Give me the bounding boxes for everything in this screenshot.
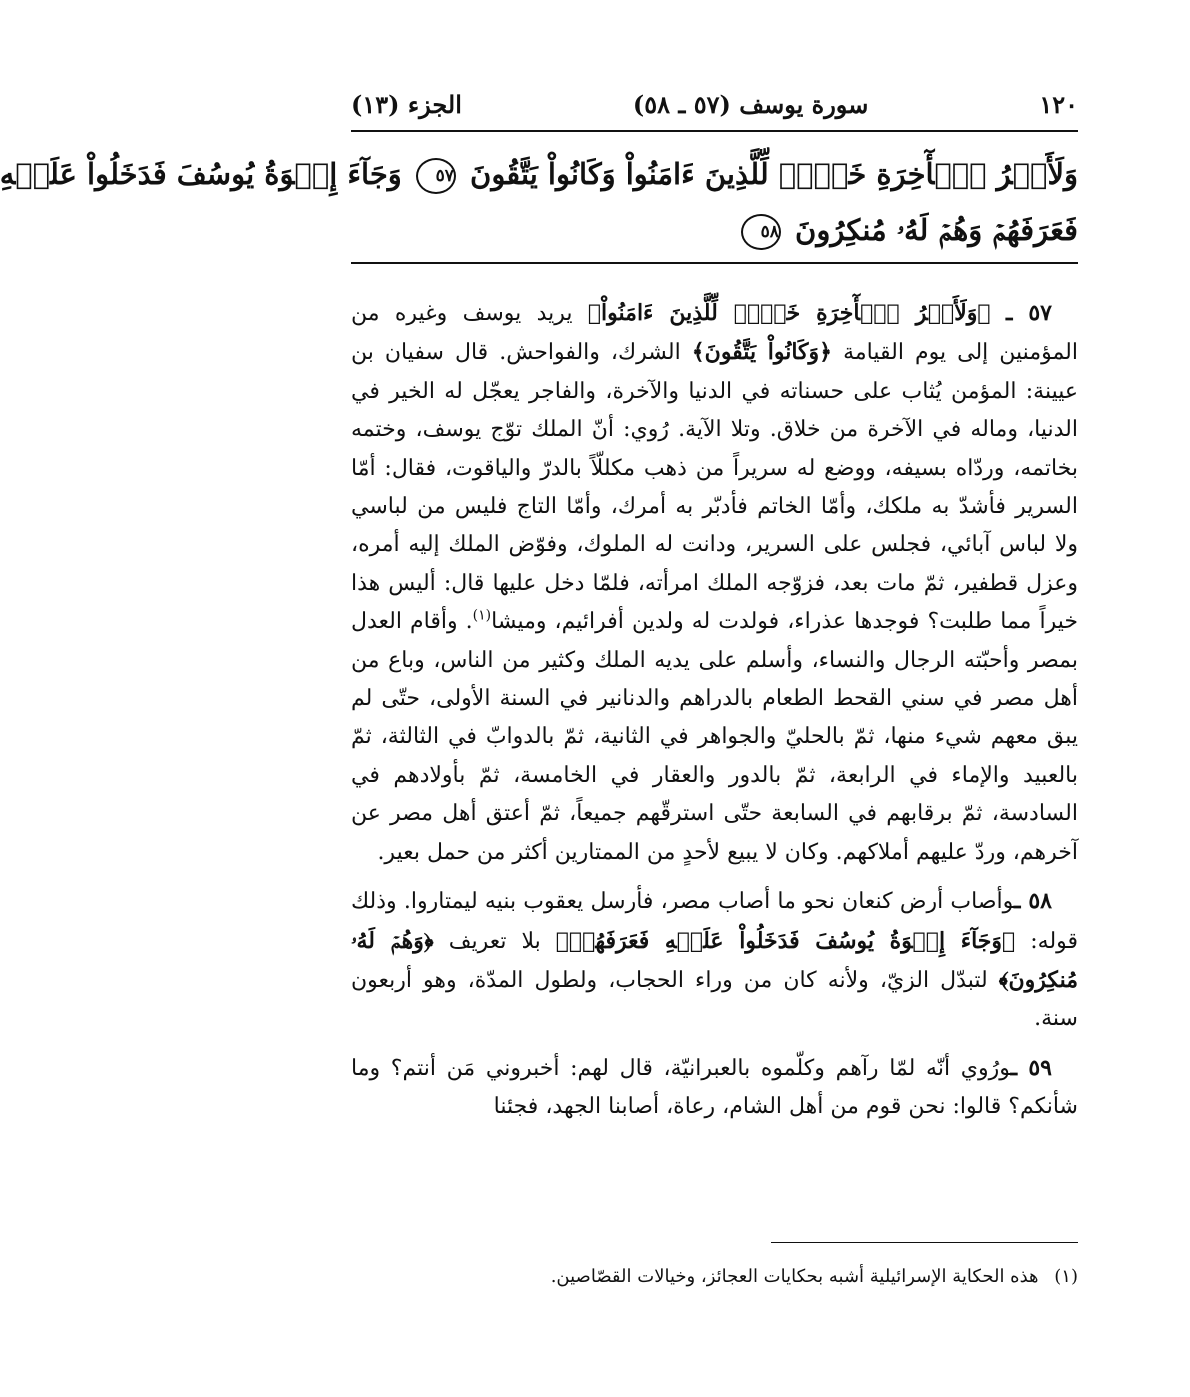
commentary-paragraph-57 — [351, 294, 1078, 872]
ayah-58-text-end: فَعَرَفَهُمۡ وَهُمۡ لَهُۥ مُنكِرُونَ — [795, 213, 1078, 247]
verse-number-57: ٥٧ ـ — [1005, 300, 1052, 326]
footnote — [351, 1260, 1078, 1294]
quoted-ayah: ﴿وَلَأَجۡرُ ٱلۡأٓخِرَةِ خَيۡرٞ لِّلَّذِينَ ءَامَنُواْ﴾ — [587, 300, 991, 326]
footnote-reference: (١) — [472, 607, 492, 624]
quran-text — [0, 146, 1078, 258]
header-divider — [351, 130, 1078, 132]
quran-line-1 — [0, 146, 1078, 202]
quoted-ayah: ﴿وَكَانُواْ يَتَّقُونَ﴾ — [691, 339, 833, 366]
quran-divider — [351, 262, 1078, 264]
paragraph-text: ورُوي أنّه لمّا رآهم وكلّموه بالعبرانيّة، قال لهم: أخبروني مَن أنتم؟ وما شأنكم؟ قالوا: نحن قوم من أهل الشام، رعاة، أصابنا الجهد، فجئنا — [351, 1055, 1078, 1120]
page-number: ١٢٠ — [1039, 89, 1078, 119]
verse-number-58: ٥٨ ـ — [1014, 888, 1052, 915]
paragraph-text: لتبدّل الزيّ، ولأنه كان من وراء الحجاب، ولطول المدّة، وهو أربعون سنة. — [351, 967, 1078, 1032]
paragraph-text: بلا تعريف — [448, 928, 541, 954]
footnote-divider — [771, 1242, 1078, 1243]
quoted-ayah: ﴿وَهُمۡ لَهُۥ مُنكِرُونَ﴾ — [351, 927, 1078, 993]
quran-line-2 — [351, 202, 1078, 258]
ayah-57-text: وَلَأَجۡرُ ٱلۡأٓخِرَةِ خَيۡرٞ لِّلَّذِينَ ءَامَنُواْ وَكَانُواْ يَتَّقُونَ — [470, 157, 1078, 191]
juz-label: الجزء (١٣) — [351, 89, 462, 119]
commentary-body — [351, 294, 1078, 1137]
paragraph-text: يريد يوسف وغيره من المؤمنين إلى يوم القيامة — [351, 301, 1078, 366]
commentary-paragraph-59 — [351, 1049, 1078, 1127]
surah-title: سورة يوسف (٥٧ ـ ٥٨) — [632, 89, 869, 119]
commentary-paragraph-58 — [351, 882, 1078, 1039]
paragraph-text: الشرك، والفواحش. قال سفيان بن عيينة: المؤمن يُثاب على حسناته في الدنيا والآخرة، والفاجر يعجّل له الخير في الدنيا، وماله في الآخرة من خلاق. وتلا الآية. رُوي: أنّ الملك توّج يوسف، وختمه بخاتمه، وردّاه بسيفه، ووضع له سريراً من ذهب مكللّاً بالدرّ والياقوت، فقال: أمّا السرير فأشدّ به ملكك، وأمّا الخاتم فأدبّر به أمرك، وأمّا التاج فليس من لباسي ولا لباس آبائي، فجلس على السرير، ودانت له الملوك، وفوّض الملك إليه أمره، وعزل قطفير، ثمّ مات بعد، فزوّجه الملك امرأته، فلمّا دخل عليها قال: أليس هذا خيراً مما طلبت؟ فوجدها عذراء، فولدت له ولدين أفرائيم، وميشا — [351, 340, 1078, 635]
paragraph-text: . وأقام العدل بمصر وأحبّته الرجال والنساء، وأسلم على يديه الملك وكثير من الناس، وباع من أهل مصر في سني القحط الطعام بالدراهم والدنانير في السنة الأولى، حتّى لم يبق معهم شيء منها، ثمّ بالحليّ والجواهر في الثانية، ثمّ بالدوابّ في الثالثة، ثمّ بالعبيد والإماء في الرابعة، ثمّ بالدور والعقار في الخامسة، ثمّ بأولادهم في السادسة، ثمّ برقابهم في السابعة حتّى استرقّهم جميعاً، ثمّ أعتق أهل مصر عن آخرهم، وردّ عليهم أملاكهم. وكان لا يبيع لأحدٍ من الممتارين أكثر من حمل بعير. — [351, 609, 1078, 865]
footnote-number: (١) — [1054, 1266, 1078, 1287]
ayah-58-marker: ٥٨ — [741, 214, 781, 250]
footnote-text: هذه الحكاية الإسرائيلية أشبه بحكايات العجائز، وخيالات القصّاصين. — [550, 1266, 1039, 1287]
quoted-ayah: ﴿وَجَآءَ إِخۡوَةُ يُوسُفَ فَدَخَلُواْ عَلَيۡهِ فَعَرَفَهُمۡ﴾ — [555, 927, 1016, 954]
ayah-57-marker: ٥٧ — [416, 158, 456, 194]
ayah-58-text-start: وَجَآءَ إِخۡوَةُ يُوسُفَ فَدَخَلُواْ عَلَيۡهِ — [0, 157, 402, 191]
verse-number-59: ٥٩ ـ — [1010, 1054, 1052, 1081]
running-header — [351, 84, 1078, 124]
paragraph-text: وأصاب أرض كنعان نحو ما أصاب مصر، فأرسل يعقوب بنيه ليمتاروا. وذلك قوله: — [351, 889, 1079, 954]
